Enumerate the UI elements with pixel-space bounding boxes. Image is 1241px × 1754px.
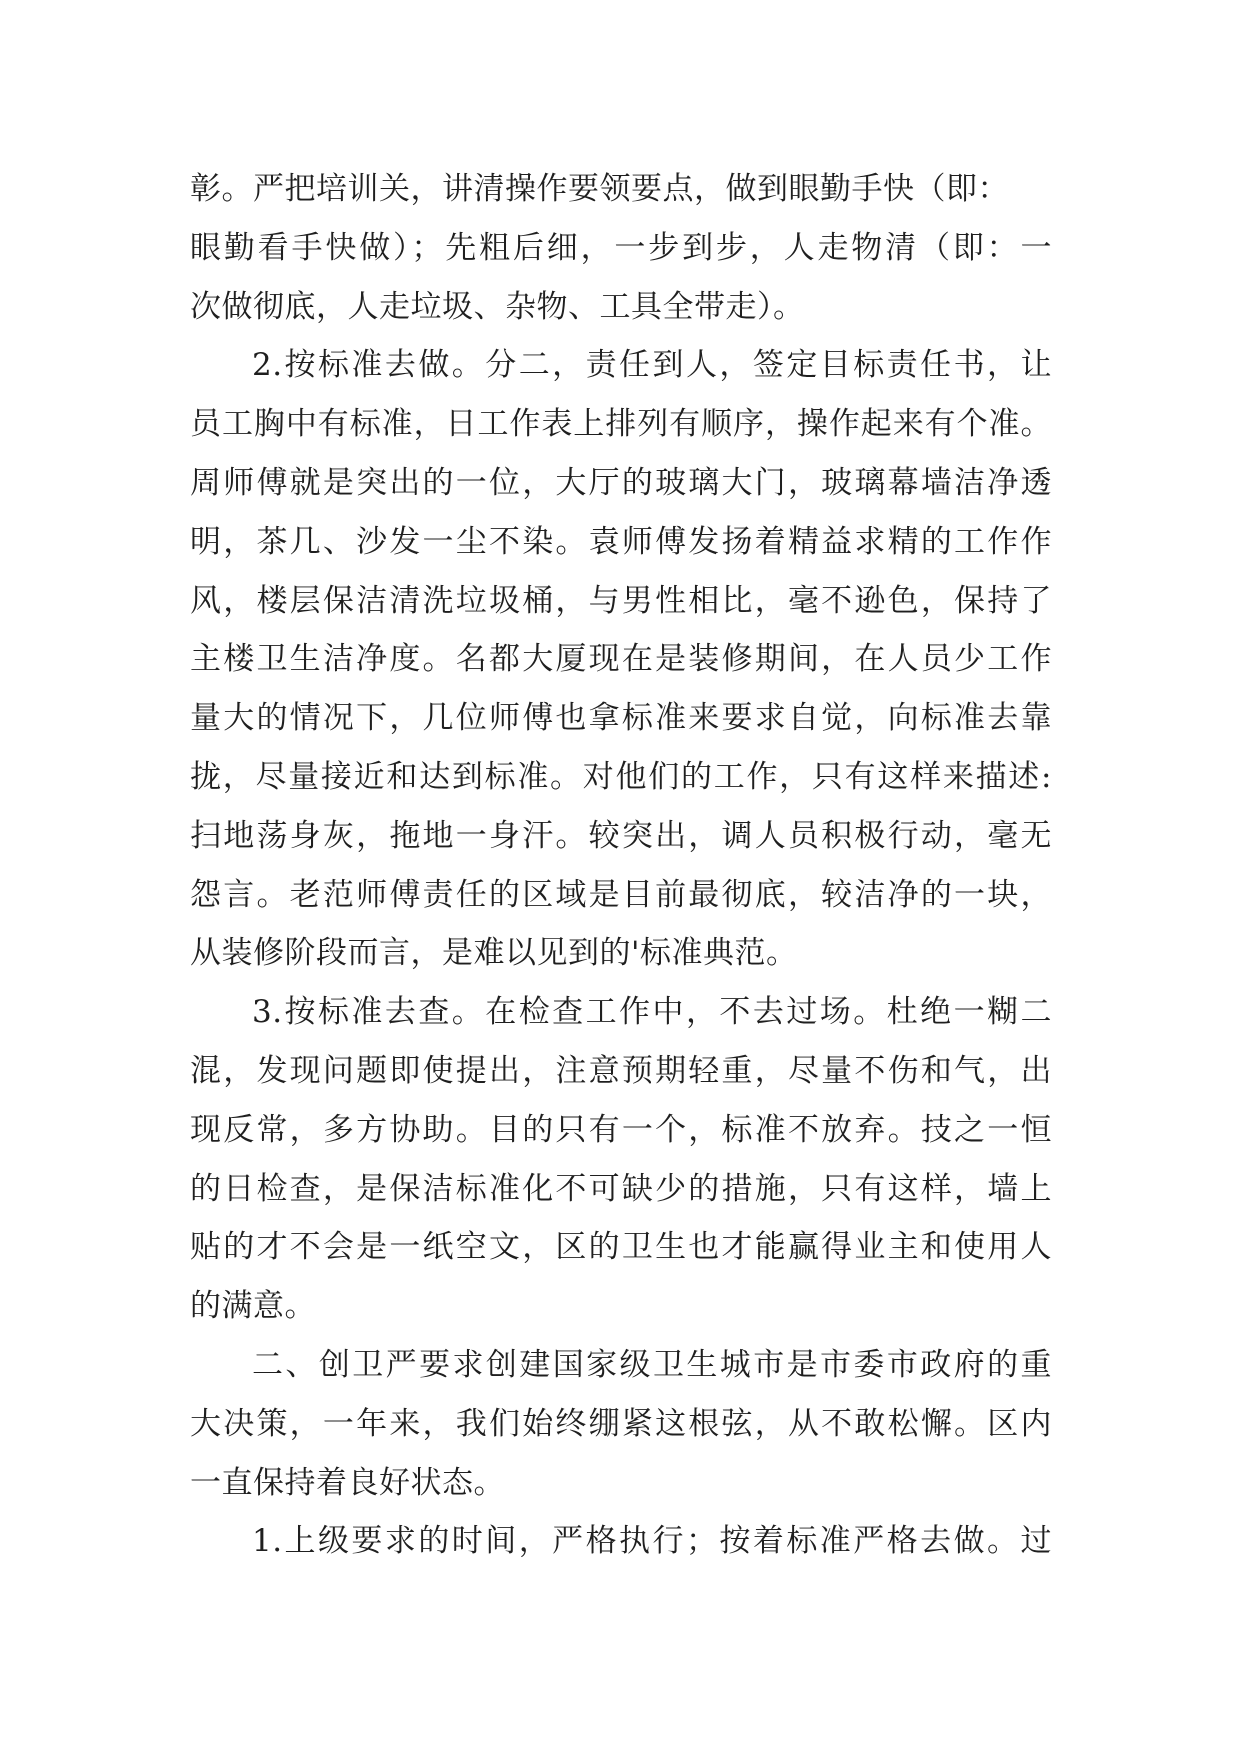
text-line: 二、创卫严要求创建国家级卫生城市是市委市政府的重: [252, 1346, 1052, 1383]
text-line: 贴的才不会是一纸空文，区的卫生也才能赢得业主和使用人: [190, 1229, 1052, 1266]
text-line: 现反常，多方协助。目的只有一个，标准不放弃。技之一恒: [190, 1111, 1052, 1148]
text-line: 彰。严把培训关，讲清操作要领要点，做到眼勤手快（即：: [190, 171, 1009, 207]
text-line: 1.上级要求的时间，严格执行；按着标准严格去做。过: [252, 1523, 1052, 1560]
text-line: 3.按标准去查。在检查工作中，不去过场。杜绝一糊二: [252, 994, 1052, 1031]
text-line: 的日检查，是保洁标准化不可缺少的措施，只有这样，墙上: [190, 1170, 1052, 1207]
text-line: 扫地荡身灰，拖地一身汗。较突出，调人员积极行动，毫无: [190, 817, 1052, 854]
text-line: 大决策，一年来，我们始终绷紧这根弦，从不敢松懈。区内: [190, 1405, 1052, 1442]
text-line: 周师傅就是突出的一位，大厅的玻璃大门，玻璃幕墙洁净透: [190, 464, 1052, 501]
text-line: 明，茶几、沙发一尘不染。袁师傅发扬着精益求精的工作作: [190, 523, 1052, 560]
text-line: 怨言。老范师傅责任的区域是目前最彻底，较洁净的一块，: [190, 876, 1052, 913]
document-body: [190, 160, 1052, 1571]
text-line: 主楼卫生洁净度。名都大厦现在是装修期间，在人员少工作: [190, 641, 1052, 678]
text-line: 眼勤看手快做）；先粗后细，一步到步，人走物清（即：一: [190, 229, 1052, 266]
text-line: 一直保持着良好状态。: [190, 1464, 505, 1501]
text-line: 次做彻底，人走垃圾、杂物、工具全带走）。: [190, 288, 805, 325]
text-line: 从装修阶段而言，是难以见到的'标准典范。: [190, 935, 798, 972]
text-line: 量大的情况下，几位师傅也拿标准来要求自觉，向标准去靠: [190, 700, 1052, 737]
text-line: 2.按标准去做。分二，责任到人，签定目标责任书，让: [252, 347, 1052, 384]
text-line: 拢，尽量接近和达到标准。对他们的工作，只有这样来描述:: [190, 758, 1052, 795]
text-line: 风，楼层保洁清洗垃圾桶，与男性相比，毫不逊色，保持了: [190, 582, 1052, 619]
text-line: 的满意。: [190, 1288, 316, 1325]
text-line: 混，发现问题即使提出，注意预期轻重，尽量不伤和气，出: [190, 1052, 1052, 1089]
text-line: 员工胸中有标准，日工作表上排列有顺序，操作起来有个准。: [190, 406, 1052, 443]
